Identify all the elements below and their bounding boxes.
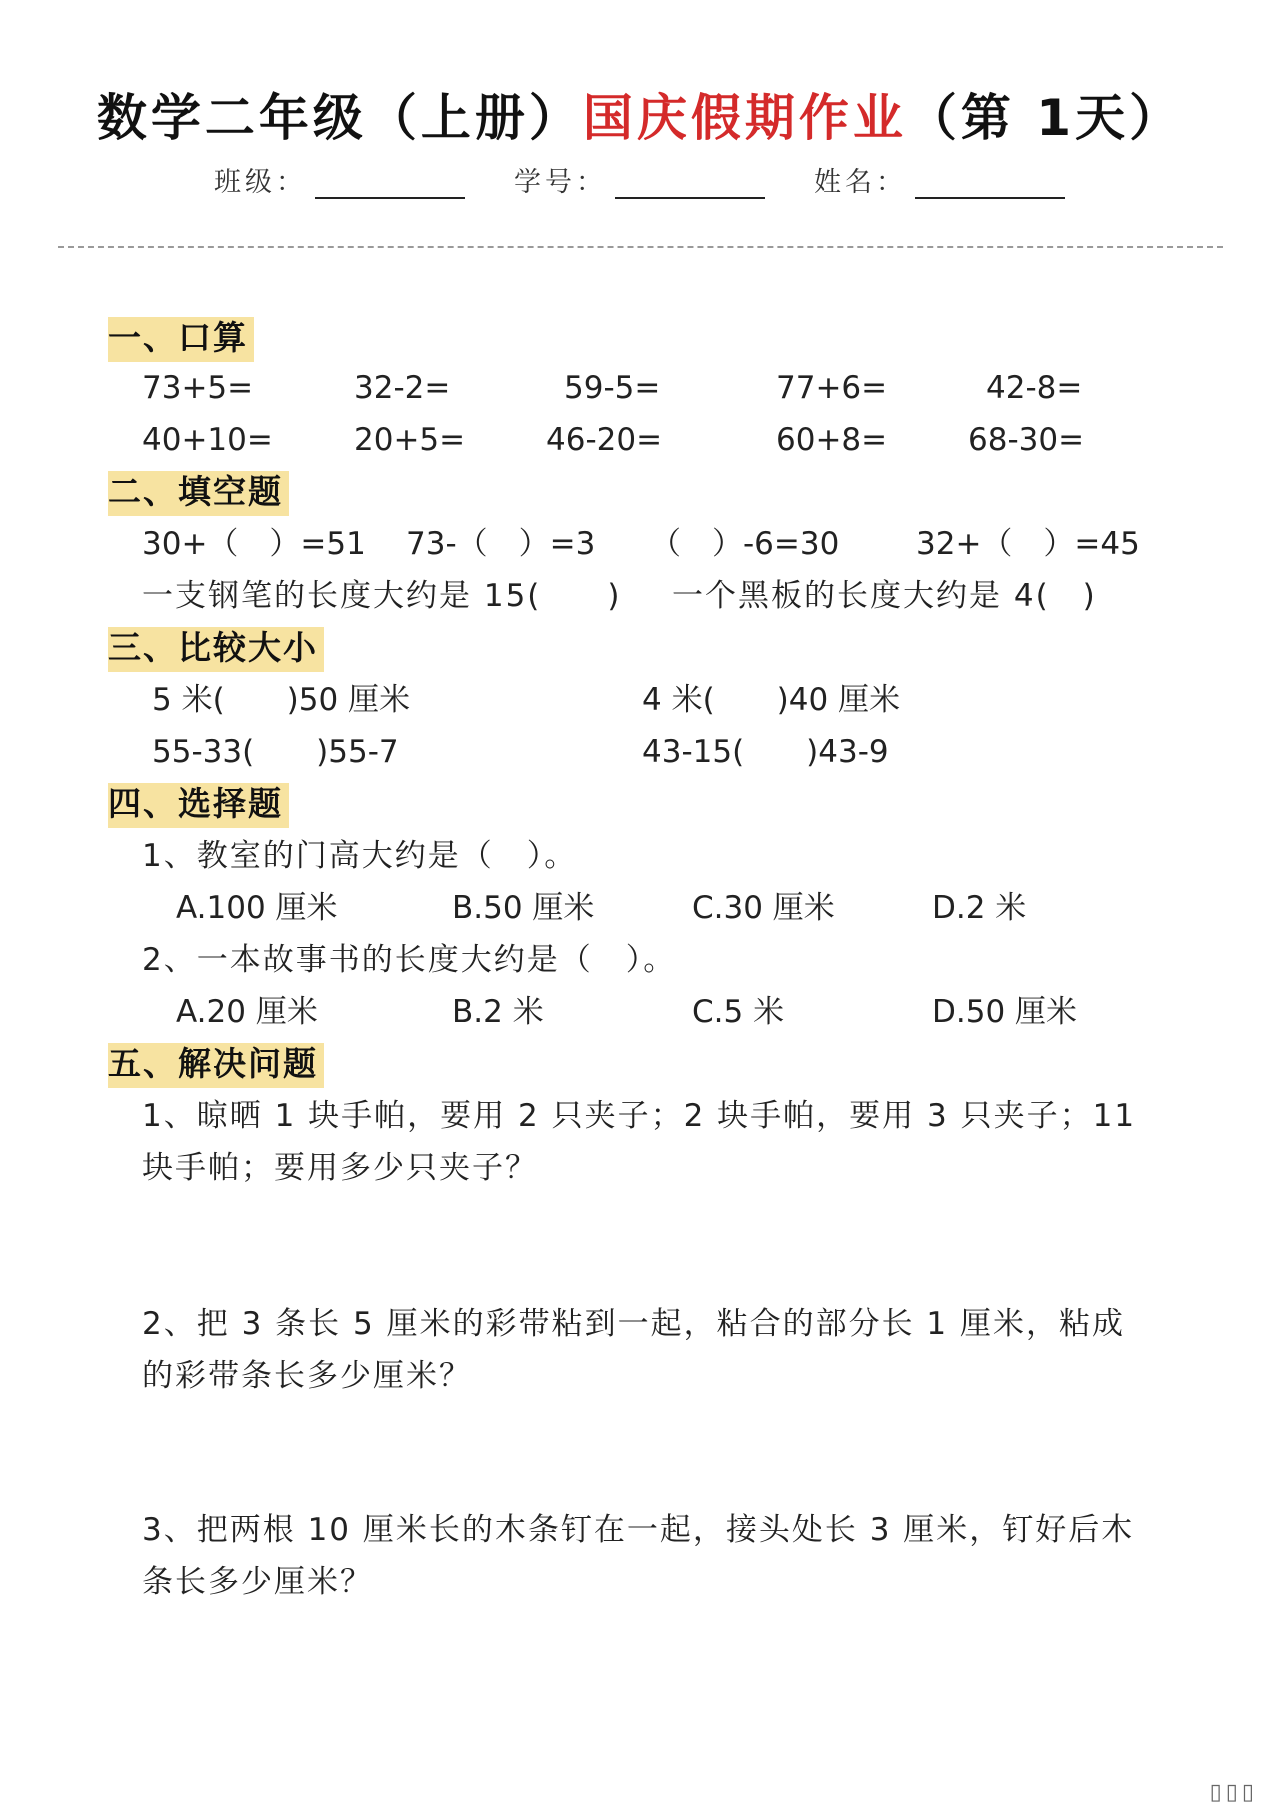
section-heading-compare: 三、比较大小 xyxy=(108,624,324,672)
title-part-1: 数学二年级（上册） xyxy=(96,89,583,147)
page-title xyxy=(0,78,1280,150)
problem-1-line-2: 块手帕；要用多少只夹子？ xyxy=(142,1150,538,1186)
choice-option[interactable]: A.20 厘米 xyxy=(176,994,318,1030)
fill-blank-item: 32+（ ）=45 xyxy=(916,526,1140,562)
watermark-icon: ▯▯▯ xyxy=(1209,1780,1258,1805)
oral-calc-item: 40+10= xyxy=(142,422,273,458)
oral-calc-item: 77+6= xyxy=(776,370,888,406)
number-field xyxy=(514,160,765,199)
class-field xyxy=(214,160,465,199)
section-heading-choice: 四、选择题 xyxy=(108,780,289,828)
fill-blank-item: 73-（ ）=3 xyxy=(406,526,596,562)
problem-1-line-1: 1、晾晒 1 块手帕，要用 2 只夹子；2 块手帕，要用 3 只夹子；11 xyxy=(142,1098,1137,1134)
oral-calc-item: 60+8= xyxy=(776,422,888,458)
oral-calc-item: 59-5= xyxy=(564,370,661,406)
choice-option[interactable]: B.2 米 xyxy=(452,994,544,1030)
oral-calc-item: 68-30= xyxy=(968,422,1085,458)
choice-option[interactable]: B.50 厘米 xyxy=(452,890,595,926)
choice-option[interactable]: D.50 厘米 xyxy=(932,994,1078,1030)
student-info xyxy=(0,160,1280,200)
choice-option[interactable]: D.2 米 xyxy=(932,890,1027,926)
name-label: 姓名： xyxy=(814,167,907,198)
title-part-3: （第 1天） xyxy=(906,89,1184,147)
name-field xyxy=(814,160,1065,199)
compare-item: 43-15( )43-9 xyxy=(642,734,889,770)
name-blank[interactable] xyxy=(915,167,1065,199)
number-blank[interactable] xyxy=(615,167,765,199)
title-part-2: 国庆假期作业 xyxy=(582,89,907,147)
section-heading-oral-calc: 一、口算 xyxy=(108,314,254,362)
problem-3-line-1: 3、把两根 10 厘米长的木条钉在一起，接头处长 3 厘米，钉好后木 xyxy=(142,1512,1135,1548)
problem-2-line-2: 的彩带条长多少厘米？ xyxy=(142,1358,472,1394)
compare-item: 55-33( )55-7 xyxy=(152,734,399,770)
dashed-divider xyxy=(58,246,1223,248)
fill-blank-item: 一支钢笔的长度大约是 15( ) xyxy=(142,578,622,614)
fill-blank-item: 30+（ ）=51 xyxy=(142,526,366,562)
choice-question-1: 1、教室的门高大约是（ ）。 xyxy=(142,838,578,874)
compare-item: 4 米( )40 厘米 xyxy=(642,682,901,718)
choice-option[interactable]: A.100 厘米 xyxy=(176,890,338,926)
class-label: 班级： xyxy=(214,167,307,198)
oral-calc-item: 46-20= xyxy=(546,422,663,458)
choice-question-2: 2、一本故事书的长度大约是（ ）。 xyxy=(142,942,677,978)
number-label: 学号： xyxy=(514,167,607,198)
oral-calc-item: 20+5= xyxy=(354,422,466,458)
oral-calc-item: 42-8= xyxy=(986,370,1083,406)
oral-calc-item: 32-2= xyxy=(354,370,451,406)
fill-blank-item: （ ）-6=30 xyxy=(650,526,840,562)
compare-item: 5 米( )50 厘米 xyxy=(152,682,411,718)
problem-3-line-2: 条长多少厘米？ xyxy=(142,1564,373,1600)
choice-option[interactable]: C.30 厘米 xyxy=(692,890,835,926)
class-blank[interactable] xyxy=(315,167,465,199)
section-heading-problems: 五、解决问题 xyxy=(108,1040,324,1088)
fill-blank-item: 一个黑板的长度大约是 4( ) xyxy=(672,578,1097,614)
oral-calc-item: 73+5= xyxy=(142,370,254,406)
choice-option[interactable]: C.5 米 xyxy=(692,994,785,1030)
section-heading-fill-blank: 二、填空题 xyxy=(108,468,289,516)
problem-2-line-1: 2、把 3 条长 5 厘米的彩带粘到一起，粘合的部分长 1 厘米，粘成 xyxy=(142,1306,1126,1342)
